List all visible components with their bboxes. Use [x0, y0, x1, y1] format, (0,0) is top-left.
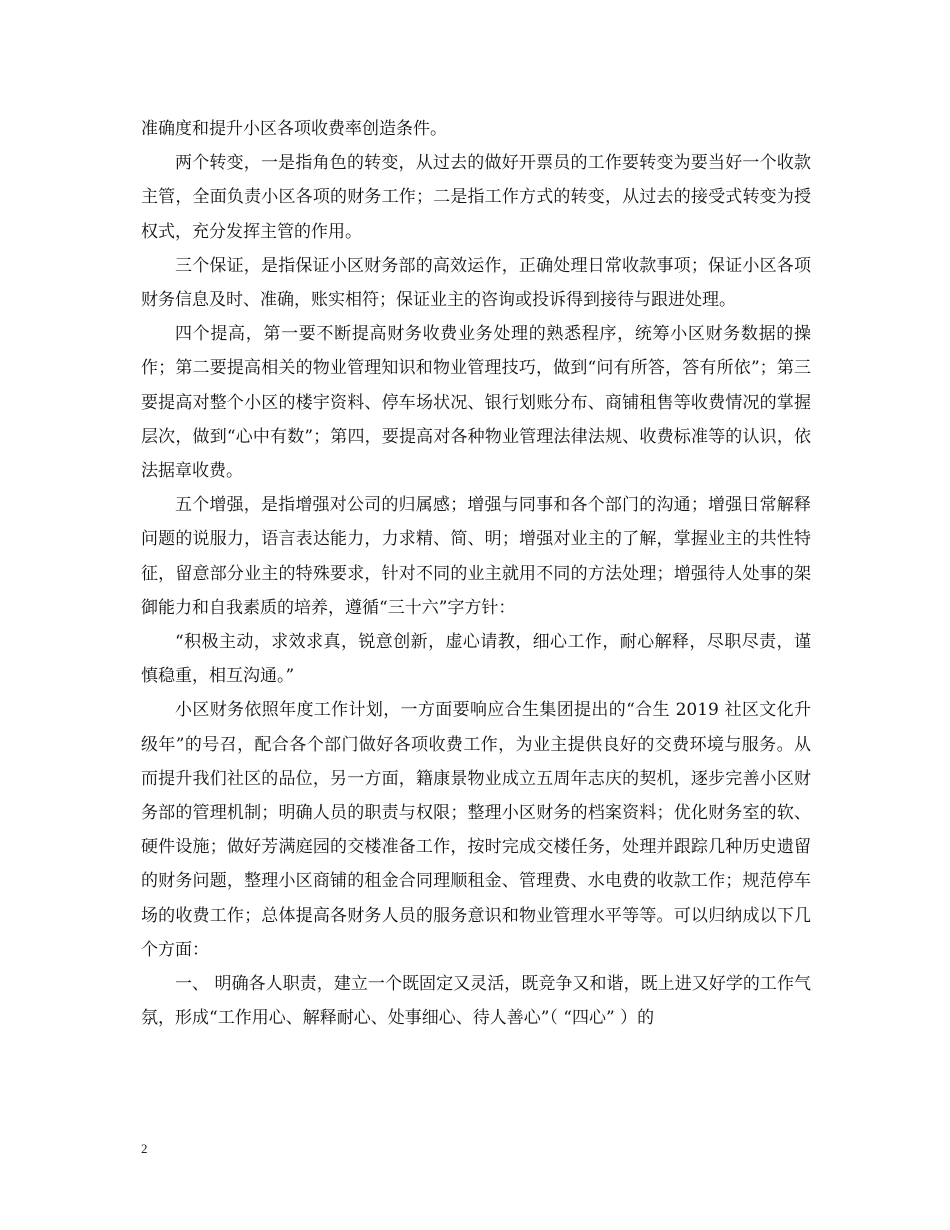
paragraph: 小区财务依照年度工作计划，一方面要响应合生集团提出的“合生 2019 社区文化升级年”的号召，配合各个部门做好各项收费工作，为业主提供良好的交费环境与服务。从而提升我们社区的品位，另一方面，籍康景物业成立五周年志庆的契机，逐步完善小区财务部的管理机制；明确人员的职责与权限；整理小区财务的档案资料；优化财务室的软、硬件设施；做好芳满庭园的交楼准备工作，按时完成交楼任务，处理并跟踪几种历史遗留的财务问题，整理小区商铺的租金合同理顺租金、管理费、水电费的收款工作；规范停车场的收费工作；总体提高各财务人员的服务意识和物业管理水平等等。可以归纳成以下几个方面： — [141, 700, 811, 960]
paragraph: 四个提高，第一要不断提高财务收费业务处理的熟悉程序，统筹小区财务数据的操作；第二要提高相关的物业管理知识和物业管理技巧，做到“问有所答，答有所依”；第三要提高对整个小区的楼宇资料、停车场状况、银行划账分布、商铺租售等收费情况的掌握层次，做到“心中有数”；第四，要提高对各种物业管理法律法规、收费标准等的认识，依法据章收费。 — [141, 324, 811, 482]
paragraph: 准确度和提升小区各项收费率创造条件。 — [141, 119, 447, 139]
paragraph: 两个转变，一是指角色的转变，从过去的做好开票员的工作要转变为要当好一个收款主管，全面负责小区各项的财务工作；二是指工作方式的转变，从过去的接受式转变为授权式，充分发挥主管的作用。 — [141, 153, 811, 242]
paragraph: 三个保证，是指保证小区财务部的高效运作，正确处理日常收款事项；保证小区各项财务信息及时、准确，账实相符；保证业主的咨询或投诉得到接待与跟进处理。 — [141, 255, 811, 311]
quote-paragraph: “积极主动，求效求真，锐意创新，虚心请教，细心工作，耐心解释，尽职尽责，谨慎稳重，相互沟通。” — [141, 632, 811, 687]
list-paragraph: 一、 明确各人职责，建立一个既固定又灵活，既竞争又和谐，既上进又好学的工作气氛，形成“工作用心、解释耐心、处事细心、待人善心”（ “四心” ）的 — [141, 974, 811, 1029]
paragraph: 五个增强，是指增强对公司的归属感；增强与同事和各个部门的沟通；增强日常解释问题的说服力，语言表达能力，力求精、简、明；增强对业主的了解，掌握业主的共性特征，留意部分业主的特殊要求，针对不同的业主就用不同的方法处理；增强待人处事的架御能力和自我素质的培养，遵循“三十六”字方针： — [141, 495, 811, 618]
document-body — [141, 112, 811, 1035]
page-number: 2 — [141, 1141, 148, 1156]
